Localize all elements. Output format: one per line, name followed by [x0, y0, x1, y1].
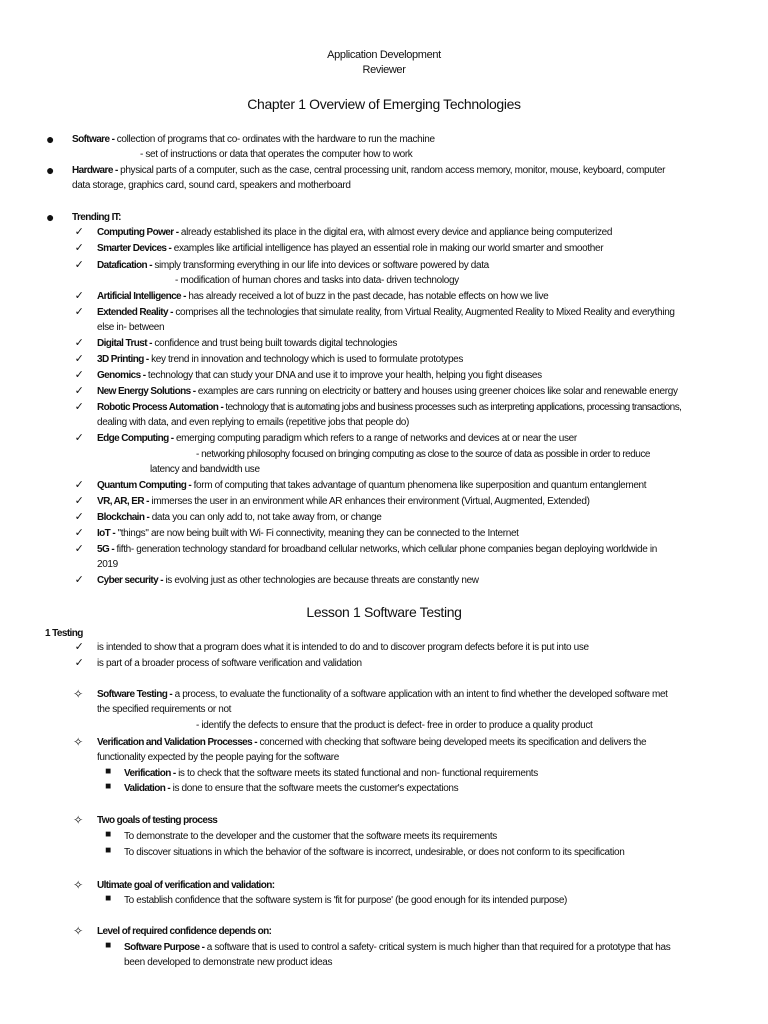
software-term: Software - [72, 134, 115, 145]
vv-item-term: Validation - [124, 783, 171, 794]
software-testing-sub: - identify the defects to ensure that the product is defect- free in order to produce a quality product [196, 720, 593, 731]
check-icon: ✓ [74, 511, 84, 523]
diamond-icon: ✧ [73, 735, 83, 749]
check-icon: ✓ [74, 479, 84, 491]
trend-term: Quantum Computing - [97, 480, 192, 491]
hardware-term: Hardware - [72, 165, 118, 176]
goal-item: To discover situations in which the behavior of the software is incorrect, undesirable, or does not conform to its specification [124, 847, 625, 858]
ultimate-heading [97, 878, 728, 893]
trend-def: technology that is automating jobs and business processes such as interpreting applications, processing transactions, [225, 402, 682, 413]
vv-item-def: is to check that the software meets its stated functional and non- functional requirements [178, 768, 538, 779]
trend-item [97, 526, 728, 541]
trend-sub: - networking philosophy focused on bringing computing as close to the source of data as possible in order to reduce [196, 449, 650, 460]
vv-item [124, 766, 728, 781]
trend-term: New Energy Solutions - [97, 386, 196, 397]
trend-item [97, 305, 728, 320]
trend-continuation: dealing with data, and even replying to emails (repetitive jobs that people do) [97, 417, 410, 428]
trend-continuation: 2019 [97, 559, 118, 570]
trend-sub: - modification of human chores and tasks into data- driven technology [175, 275, 459, 286]
trend-def: examples like artificial intelligence has played an essential role in making our world smarter and smoother [173, 243, 604, 254]
diamond-icon: ✧ [73, 687, 83, 701]
diamond-icon: ✧ [73, 924, 83, 938]
trend-term: 3D Printing - [97, 354, 149, 365]
trend-item [97, 352, 728, 367]
document-title [0, 48, 768, 78]
trend-item [97, 241, 728, 256]
trend-term: Genomics - [97, 370, 146, 381]
trend-def: emerging computing paradigm which refers to a range of networks and devices at or near the user [175, 433, 577, 444]
square-bullet-icon: ■ [105, 893, 111, 904]
ultimate-heading-text: Ultimate goal of verification and validation: [97, 880, 275, 891]
trend-term: Computing Power - [97, 227, 179, 238]
trend-term: Artificial Intelligence - [97, 291, 186, 302]
confidence-heading [97, 924, 728, 939]
trend-item [97, 225, 728, 240]
ultimate-item: To establish confidence that the software system is 'fit for purpose' (be good enough for its intended purpose) [124, 895, 568, 906]
check-icon: ✓ [74, 657, 84, 669]
check-icon: ✓ [74, 226, 84, 238]
check-icon: ✓ [74, 527, 84, 539]
software-definition: collection of programs that co- ordinates with the hardware to run the machine [116, 134, 435, 145]
trend-sub-continuation: latency and bandwidth use [150, 464, 260, 475]
trend-item [97, 510, 728, 525]
hardware-continuation: data storage, graphics card, sound card, speakers and motherboard [72, 180, 351, 191]
trend-item [97, 368, 728, 383]
bullet-dot: ● [45, 162, 55, 178]
confidence-item-continuation: been developed to demonstrate new product ideas [124, 957, 333, 968]
square-bullet-icon: ■ [105, 940, 111, 951]
bullet-dot: ● [45, 131, 55, 147]
trend-continuation: else in- between [97, 322, 165, 333]
software-testing-entry [97, 687, 728, 702]
square-bullet-icon: ■ [105, 766, 111, 777]
check-icon: ✓ [74, 432, 84, 444]
check-icon: ✓ [74, 385, 84, 397]
trend-term: Blockchain - [97, 512, 150, 523]
trend-term: Smarter Devices - [97, 243, 172, 254]
vv-item-def: is done to ensure that the software meets the customer's expectations [172, 783, 459, 794]
check-icon: ✓ [74, 543, 84, 555]
diamond-icon: ✧ [73, 878, 83, 892]
trend-def: already established its place in the digital era, with almost every device and appliance being computerized [180, 227, 613, 238]
software-testing-def: a process, to evaluate the functionality of a software application with an intent to find whether the developed software met [174, 689, 668, 700]
chapter-title: Chapter 1 Overview of Emerging Technologies [247, 96, 521, 112]
check-icon: ✓ [74, 641, 84, 653]
trend-def: "things" are now being built with Wi- Fi connectivity, meaning they can be connected to the Internet [117, 528, 519, 539]
goals-heading-text: Two goals of testing process [97, 815, 218, 826]
trend-term: VR, AR, ER - [97, 496, 149, 507]
check-icon: ✓ [74, 401, 84, 413]
check-icon: ✓ [74, 290, 84, 302]
vv-item [124, 781, 728, 796]
confidence-item-term: Software Purpose - [124, 942, 205, 953]
confidence-item [124, 940, 728, 955]
check-icon: ✓ [74, 369, 84, 381]
check-icon: ✓ [74, 495, 84, 507]
trend-term: IoT - [97, 528, 116, 539]
trend-term: Robotic Process Automation - [97, 402, 224, 413]
trend-item [97, 542, 728, 557]
trend-term: 5G - [97, 544, 115, 555]
vv-term: Verification and Validation Processes - [97, 737, 257, 748]
trend-def: data you can only add to, not take away from, or change [151, 512, 382, 523]
software-sub: - set of instructions or data that operates the computer how to work [140, 149, 413, 160]
hardware-entry [72, 163, 728, 178]
trend-def: form of computing that takes advantage of quantum phenomena like superposition and quantum entanglement [193, 480, 647, 491]
software-testing-continuation: the specified requirements or not [97, 704, 232, 715]
software-entry [72, 132, 728, 147]
trend-def: key trend in innovation and technology which is used to formulate prototypes [151, 354, 464, 365]
trend-item [97, 478, 728, 493]
square-bullet-icon: ■ [105, 829, 111, 840]
diamond-icon: ✧ [73, 813, 83, 827]
vv-entry [97, 735, 728, 750]
trend-item [97, 289, 728, 304]
trend-def: simply transforming everything in our life into devices or software powered by data [154, 260, 489, 271]
title-line-2: Reviewer [362, 64, 406, 76]
lesson-title: Lesson 1 Software Testing [306, 604, 462, 620]
check-icon: ✓ [74, 353, 84, 365]
trend-item [97, 431, 728, 446]
trending-heading-text: Trending IT: [72, 212, 121, 223]
trend-def: comprises all the technologies that simulate reality, from Virtual Reality, Augmented Reality to Mixed Reality and everything [175, 307, 675, 318]
goals-heading [97, 813, 728, 828]
confidence-heading-text: Level of required confidence depends on: [97, 926, 272, 937]
check-icon: ✓ [74, 574, 84, 586]
trend-def: fifth- generation technology standard for broadband cellular networks, which cellular phone companies began deploying worldwide in [116, 544, 657, 555]
software-testing-term: Software Testing - [97, 689, 173, 700]
trend-term: Datafication - [97, 260, 152, 271]
trend-term: Digital Trust - [97, 338, 152, 349]
vv-continuation: functionality expected by the people paying for the software [97, 752, 339, 763]
square-bullet-icon: ■ [105, 781, 111, 792]
trend-item [97, 258, 728, 273]
check-icon: ✓ [74, 306, 84, 318]
title-line-1: Application Development [327, 49, 441, 61]
check-icon: ✓ [74, 242, 84, 254]
testing-point: is part of a broader process of software verification and validation [97, 658, 362, 669]
trend-item [97, 336, 728, 351]
testing-point: is intended to show that a program does what it is intended to do and to discover program defects before it is put into use [97, 642, 589, 653]
vv-def: concerned with checking that software being developed meets its specification and delivers the [259, 737, 647, 748]
hardware-definition: physical parts of a computer, such as the case, central processing unit, random access memory, monitor, mouse, keyboard, computer [120, 165, 666, 176]
trend-term: Extended Reality - [97, 307, 173, 318]
trend-item [97, 400, 728, 415]
trend-item [97, 494, 728, 509]
trend-def: technology that can study your DNA and use it to improve your health, helping you fight diseases [147, 370, 542, 381]
trending-heading [72, 210, 728, 225]
testing-heading: 1 Testing [45, 628, 83, 639]
trend-item [97, 384, 728, 399]
trend-term: Cyber security - [97, 575, 163, 586]
check-icon: ✓ [74, 259, 84, 271]
trend-def: immerses the user in an environment while AR enhances their environment (Virtual, Augmented, Extended) [151, 496, 590, 507]
trend-def: examples are cars running on electricity or battery and houses using greener choices like solar and renewable energy [197, 386, 678, 397]
square-bullet-icon: ■ [105, 845, 111, 856]
vv-item-term: Verification - [124, 768, 176, 779]
trend-def: confidence and trust being built towards digital technologies [154, 338, 398, 349]
check-icon: ✓ [74, 337, 84, 349]
bullet-dot: ● [45, 209, 55, 225]
trend-term: Edge Computing - [97, 433, 174, 444]
trend-item [97, 573, 728, 588]
goal-item: To demonstrate to the developer and the customer that the software meets its requirements [124, 831, 497, 842]
confidence-item-def: a software that is used to control a safety- critical system is much higher than that required for a prototype that has [206, 942, 671, 953]
trend-def: has already received a lot of buzz in the past decade, has notable effects on how we live [188, 291, 549, 302]
trend-def: is evolving just as other technologies are because threats are constantly new [165, 575, 479, 586]
